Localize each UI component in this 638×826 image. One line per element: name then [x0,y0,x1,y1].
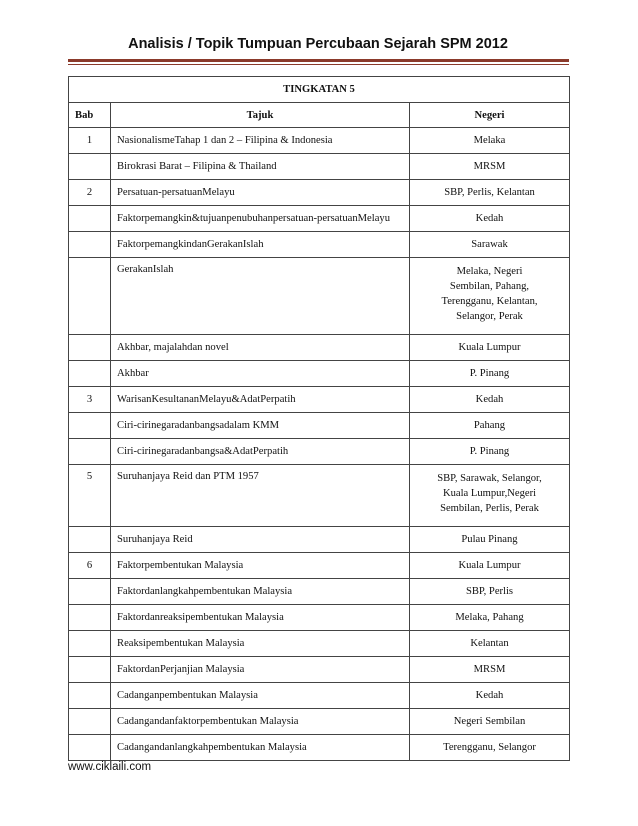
table-cell-tajuk: GerakanIslah [111,258,410,335]
table-cell-bab: 6 [69,553,111,579]
table-cell-bab [69,413,111,439]
table-cell-bab [69,579,111,605]
table-cell-tajuk: Persatuan-persatuanMelayu [111,180,410,206]
table-cell-tajuk: Suruhanjaya Reid [111,527,410,553]
table-cell-tajuk: Cadanganpembentukan Malaysia [111,683,410,709]
header-rule-thin [68,64,569,65]
column-header-bab: Bab [69,103,111,128]
table-row [69,128,570,154]
table-cell-negeri: Kedah [410,683,570,709]
table-cell-bab [69,258,111,335]
table-cell-bab [69,206,111,232]
table-cell-negeri: P. Pinang [410,439,570,465]
table-row [69,579,570,605]
table-row [69,527,570,553]
table-cell-negeri: MRSM [410,657,570,683]
table-cell-bab [69,683,111,709]
column-header-negeri: Negeri [410,103,570,128]
table-cell-tajuk: Suruhanjaya Reid dan PTM 1957 [111,465,410,527]
table-row [69,361,570,387]
table-cell-negeri: Kedah [410,387,570,413]
table-cell-negeri: Terengganu, Selangor [410,735,570,761]
document-header-title: Analisis / Topik Tumpuan Percubaan Sejarah SPM 2012 [128,36,508,52]
table-cell-negeri: Kuala Lumpur [410,335,570,361]
table-cell-negeri: SBP, Perlis, Kelantan [410,180,570,206]
table-row [69,553,570,579]
table-cell-tajuk: Reaksipembentukan Malaysia [111,631,410,657]
table-cell-tajuk: NasionalismeTahap 1 dan 2 – Filipina & Indonesia [111,128,410,154]
table-row [69,154,570,180]
table-cell-negeri: Melaka, Pahang [410,605,570,631]
table-row [69,206,570,232]
table-cell-bab [69,527,111,553]
table-header-row [69,103,570,128]
table-cell-negeri: Pulau Pinang [410,527,570,553]
table-cell-tajuk: Birokrasi Barat – Filipina & Thailand [111,154,410,180]
table-row [69,180,570,206]
table-cell-bab [69,657,111,683]
table-cell-bab: 5 [69,465,111,527]
table-cell-tajuk: Akhbar [111,361,410,387]
table-cell-tajuk: Akhbar, majalahdan novel [111,335,410,361]
table-cell-tajuk: FaktordanPerjanjian Malaysia [111,657,410,683]
table-cell-bab [69,709,111,735]
table-cell-negeri: SBP, Perlis [410,579,570,605]
table-row [69,232,570,258]
table-cell-bab: 3 [69,387,111,413]
table-cell-bab [69,735,111,761]
table-cell-tajuk: Faktordanreaksipembentukan Malaysia [111,605,410,631]
table-cell-tajuk: Cadangandanfaktorpembentukan Malaysia [111,709,410,735]
table-cell-tajuk: WarisanKesultananMelayu&AdatPerpatih [111,387,410,413]
table-cell-bab: 1 [69,128,111,154]
table-row [69,439,570,465]
table-cell-tajuk: Faktorpembentukan Malaysia [111,553,410,579]
table-row [69,465,570,527]
table-row [69,335,570,361]
table-cell-bab [69,154,111,180]
table-cell-bab [69,361,111,387]
table-cell-negeri: Melaka, Negeri Sembilan, Pahang, Terengganu, Kelantan, Selangor, Perak [410,258,570,335]
table-row [69,631,570,657]
table-cell-negeri: P. Pinang [410,361,570,387]
table-cell-tajuk: Faktorpemangkin&tujuanpenubuhanpersatuan-persatuanMelayu [111,206,410,232]
table-cell-bab [69,605,111,631]
table-cell-bab [69,631,111,657]
table-cell-tajuk: FaktorpemangkindanGerakanIslah [111,232,410,258]
table-row [69,709,570,735]
table-cell-negeri: MRSM [410,154,570,180]
table-row [69,387,570,413]
table-cell-tajuk: Faktordanlangkahpembentukan Malaysia [111,579,410,605]
header-rule-thick [68,59,569,62]
table-cell-negeri: Negeri Sembilan [410,709,570,735]
table-cell-negeri: Pahang [410,413,570,439]
table-cell-bab [69,232,111,258]
table-cell-bab [69,439,111,465]
table-cell-negeri: Kelantan [410,631,570,657]
table-cell-bab: 2 [69,180,111,206]
table-cell-negeri: Kedah [410,206,570,232]
table-row [69,605,570,631]
table-row [69,258,570,335]
table-cell-negeri: Sarawak [410,232,570,258]
table-cell-negeri: Kuala Lumpur [410,553,570,579]
table-cell-bab [69,335,111,361]
table-cell-tajuk: Ciri-cirinegaradanbangsadalam KMM [111,413,410,439]
footer-website-url: www.ciklaili.com [68,761,152,773]
table-row [69,683,570,709]
table-cell-tajuk: Cadangandanlangkahpembentukan Malaysia [111,735,410,761]
table-cell-negeri: SBP, Sarawak, Selangor, Kuala Lumpur,Negeri Sembilan, Perlis, Perak [410,465,570,527]
table-row [69,657,570,683]
table-row [69,413,570,439]
topic-analysis-table [68,76,570,761]
table-cell-tajuk: Ciri-cirinegaradanbangsa&AdatPerpatih [111,439,410,465]
table-row [69,735,570,761]
table-cell-negeri: Melaka [410,128,570,154]
column-header-tajuk: Tajuk [111,103,410,128]
table-title: TINGKATAN 5 [69,77,570,103]
